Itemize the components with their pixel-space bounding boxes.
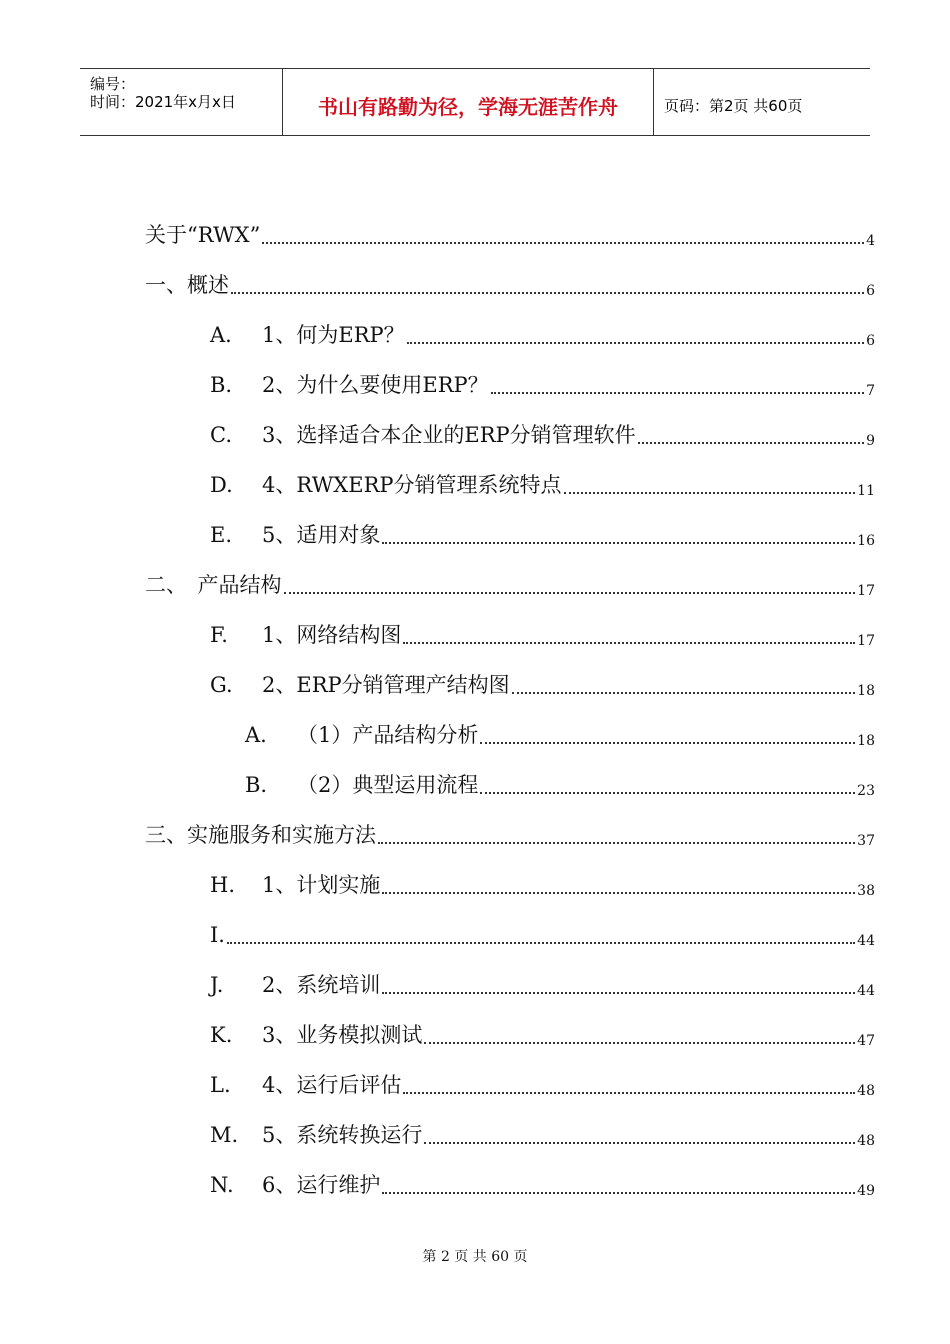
toc-entry-letter: J. <box>210 973 224 997</box>
toc-entry[interactable] <box>210 970 875 1000</box>
header-meta-cell <box>80 69 282 135</box>
toc-page-number: 9 <box>866 433 875 449</box>
toc-entry-label: K. 3、业务模拟测试 <box>210 1020 422 1050</box>
toc-entry-label: 关于“RWX” <box>145 223 261 247</box>
toc-entry-letter: B. <box>245 773 268 797</box>
toc-entry-label: G. 2、ERP分销管理产结构图 <box>210 670 510 700</box>
toc-leader-dots <box>638 442 864 444</box>
toc-entry[interactable] <box>210 520 875 550</box>
toc-entry[interactable] <box>210 1120 875 1150</box>
toc-entry[interactable] <box>145 820 875 850</box>
toc-leader-dots <box>382 992 855 994</box>
toc-entry[interactable] <box>145 220 875 250</box>
motto-text: 书山有路勤为径，学海无涯苦作舟 <box>318 95 618 119</box>
toc-entry-label: L. 4、运行后评估 <box>210 1070 401 1100</box>
toc-entry[interactable] <box>210 670 875 700</box>
toc-entry-letter: A. <box>245 723 267 747</box>
toc-entry-label: A. 1、何为ERP？ <box>210 320 405 350</box>
toc-page-number: 7 <box>866 383 875 399</box>
toc-leader-dots <box>512 692 856 694</box>
toc-entry[interactable] <box>210 1070 875 1100</box>
toc-page-number: 48 <box>857 1083 875 1099</box>
toc-leader-dots <box>480 792 855 794</box>
toc-entry-letter: N. <box>210 1173 234 1197</box>
toc-entry-letter: L. <box>210 1073 231 1097</box>
toc-entry[interactable] <box>210 870 875 900</box>
toc-entry-letter: G. <box>210 673 233 697</box>
toc-page-number: 17 <box>857 633 875 649</box>
toc-entry-label: N. 6、运行维护 <box>210 1170 380 1200</box>
toc-page-number: 18 <box>857 683 875 699</box>
toc-entry-letter: E. <box>210 523 233 547</box>
toc-entry-letter: I. <box>210 923 225 947</box>
toc-page-number: 4 <box>866 233 875 249</box>
toc-entry[interactable] <box>210 620 875 650</box>
toc-leader-dots <box>407 342 864 344</box>
toc-entry[interactable] <box>145 270 875 300</box>
toc-entry-label: 一、概述 <box>145 273 229 297</box>
toc-leader-dots <box>403 642 855 644</box>
toc-entry-letter: C. <box>210 423 232 447</box>
toc-entry-letter: D. <box>210 473 233 497</box>
toc-leader-dots <box>424 1142 855 1144</box>
toc-entry-label: B. 2、为什么要使用ERP？ <box>210 370 489 400</box>
toc-leader-dots <box>403 1092 855 1094</box>
toc-page-number: 38 <box>857 883 875 899</box>
toc-leader-dots <box>491 392 864 394</box>
toc-entry-label: A. （1）产品结构分析 <box>245 720 478 750</box>
toc-page-number: 17 <box>857 583 875 599</box>
toc-leader-dots <box>284 592 856 594</box>
toc-entry[interactable] <box>210 1170 875 1200</box>
toc-entry-label: D. 4、RWXERP分销管理系统特点 <box>210 470 562 500</box>
toc-leader-dots <box>564 492 856 494</box>
toc-leader-dots <box>262 242 864 244</box>
toc-entry[interactable] <box>245 770 875 800</box>
toc-entry-label: M. 5、系统转换运行 <box>210 1120 422 1150</box>
time-label: 时间：2021年x月x日 <box>90 93 236 111</box>
toc-leader-dots <box>227 942 855 944</box>
toc-entry-letter: M. <box>210 1123 239 1147</box>
toc-page-number: 23 <box>857 783 875 799</box>
toc-leader-dots <box>231 292 864 294</box>
toc-entry-letter: K. <box>210 1023 233 1047</box>
toc-leader-dots <box>382 892 855 894</box>
number-label: 编号： <box>90 75 136 93</box>
document-header <box>80 68 870 136</box>
toc-leader-dots <box>378 842 855 844</box>
toc-entry-label: 三、实施服务和实施方法 <box>145 823 376 847</box>
toc-entry-letter: H. <box>210 873 235 897</box>
header-page-cell <box>654 69 870 135</box>
toc-page-number: 44 <box>857 983 875 999</box>
toc-entry-label: C. 3、选择适合本企业的ERP分销管理软件 <box>210 420 636 450</box>
toc-page-number: 37 <box>857 833 875 849</box>
toc-page-number: 18 <box>857 733 875 749</box>
toc-entry[interactable] <box>210 920 875 950</box>
toc-entry[interactable] <box>210 1020 875 1050</box>
toc-entry-label: H. 1、计划实施 <box>210 870 380 900</box>
toc-page-number: 11 <box>857 483 875 499</box>
toc-entry[interactable] <box>210 320 875 350</box>
toc-page-number: 44 <box>857 933 875 949</box>
page-info: 页码：第2页 共60页 <box>664 97 803 115</box>
toc-entry-letter: F. <box>210 623 228 647</box>
toc-page-number: 48 <box>857 1133 875 1149</box>
toc-entry-letter: B. <box>210 373 233 397</box>
toc-entry[interactable] <box>145 570 875 600</box>
toc-page-number: 49 <box>857 1183 875 1199</box>
toc-entry[interactable] <box>245 720 875 750</box>
toc-page-number: 6 <box>866 333 875 349</box>
header-motto-cell <box>282 69 654 135</box>
toc-page-number: 16 <box>857 533 875 549</box>
toc-entry-label: J. 2、系统培训 <box>210 970 380 1000</box>
toc-entry-letter: A. <box>210 323 232 347</box>
toc-entry-label: F. 1、网络结构图 <box>210 620 401 650</box>
toc-leader-dots <box>382 542 855 544</box>
page-footer: 第 2 页 共 60 页 <box>422 1249 528 1265</box>
toc-entry-label: E. 5、适用对象 <box>210 520 380 550</box>
toc-entry[interactable] <box>210 470 875 500</box>
toc-entry-label <box>210 920 225 950</box>
toc-entry[interactable] <box>210 370 875 400</box>
toc-page-number: 6 <box>866 283 875 299</box>
toc-leader-dots <box>480 742 855 744</box>
toc-entry[interactable] <box>210 420 875 450</box>
toc-leader-dots <box>424 1042 855 1044</box>
toc-page-number: 47 <box>857 1033 875 1049</box>
toc-leader-dots <box>382 1192 855 1194</box>
toc-entry-label: 二、 产品结构 <box>145 573 282 597</box>
toc-entry-label: B. （2）典型运用流程 <box>245 770 478 800</box>
